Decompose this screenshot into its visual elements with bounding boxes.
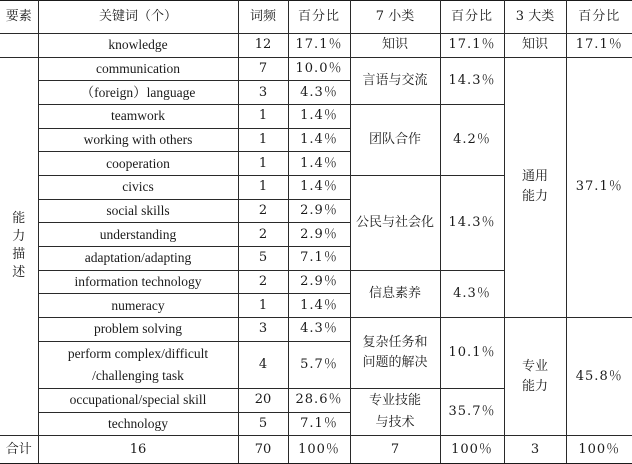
frequency-cell: 20 bbox=[238, 388, 288, 412]
big-category-cell bbox=[504, 317, 566, 435]
small-category-cell: 知识 bbox=[350, 34, 440, 58]
percent-cell: 7.1％ bbox=[288, 246, 350, 270]
header-percent-3: 百分比 bbox=[566, 1, 632, 34]
small-category-cell: 信息素养 bbox=[350, 270, 440, 317]
frequency-cell: 5 bbox=[238, 246, 288, 270]
element-label-char: 述 bbox=[12, 265, 26, 281]
total-percent-2: 100％ bbox=[440, 436, 504, 464]
keyword-cell: working with others bbox=[38, 128, 238, 152]
small-category-cell: 公民与社会化 bbox=[350, 175, 440, 270]
percent-cell: 10.0％ bbox=[288, 57, 350, 81]
header-big-category: 3 大类 bbox=[504, 1, 566, 34]
keyword-label: perform complex/difficult /challenging task bbox=[67, 345, 209, 383]
percent-cell: 4.3％ bbox=[288, 81, 350, 105]
keyword-cell: numeracy bbox=[38, 294, 238, 318]
frequency-cell: 1 bbox=[238, 128, 288, 152]
small-category-percent-cell: 35.7％ bbox=[440, 388, 504, 435]
percent-cell: 1.4％ bbox=[288, 294, 350, 318]
element-label-cell bbox=[0, 34, 38, 58]
frequency-cell: 3 bbox=[238, 81, 288, 105]
header-element: 要素 bbox=[0, 1, 38, 34]
percent-cell: 2.9％ bbox=[288, 270, 350, 294]
header-small-category: 7 小类 bbox=[350, 1, 440, 34]
small-category-label: 复杂任务和问题的解决 bbox=[362, 334, 428, 370]
total-frequency: 70 bbox=[238, 436, 288, 464]
element-label-char: 力 bbox=[12, 229, 26, 245]
small-category-cell bbox=[350, 388, 440, 435]
big-category-percent-cell: 17.1％ bbox=[566, 34, 632, 58]
keyword-cell: knowledge bbox=[38, 34, 238, 58]
percent-cell: 7.1％ bbox=[288, 412, 350, 436]
small-category-percent-cell: 4.3％ bbox=[440, 270, 504, 317]
percent-cell: 17.1％ bbox=[288, 34, 350, 58]
percent-cell: 1.4％ bbox=[288, 152, 350, 176]
percent-cell: 4.3％ bbox=[288, 317, 350, 341]
total-small-categories: 7 bbox=[350, 436, 440, 464]
keyword-cell bbox=[38, 341, 238, 388]
keyword-cell: occupational/special skill bbox=[38, 388, 238, 412]
total-percent-1: 100％ bbox=[288, 436, 350, 464]
keyword-cell: technology bbox=[38, 412, 238, 436]
total-big-categories: 3 bbox=[504, 436, 566, 464]
percent-cell: 2.9％ bbox=[288, 223, 350, 247]
keyword-cell: cooperation bbox=[38, 152, 238, 176]
element-label-char: 描 bbox=[12, 247, 26, 263]
header-row bbox=[0, 1, 632, 34]
header-keyword: 关键词（个） bbox=[38, 1, 238, 34]
total-row bbox=[0, 436, 632, 464]
frequency-cell: 5 bbox=[238, 412, 288, 436]
keyword-cell: problem solving bbox=[38, 317, 238, 341]
total-label: 合计 bbox=[0, 436, 38, 464]
frequency-cell: 3 bbox=[238, 317, 288, 341]
frequency-cell: 1 bbox=[238, 175, 288, 199]
small-category-percent-cell: 4.2％ bbox=[440, 104, 504, 175]
frequency-cell: 1 bbox=[238, 152, 288, 176]
percent-cell: 28.6％ bbox=[288, 388, 350, 412]
total-keywords: 16 bbox=[38, 436, 238, 464]
percent-cell: 5.7％ bbox=[288, 341, 350, 388]
small-category-percent-cell: 10.1％ bbox=[440, 317, 504, 388]
frequency-cell: 2 bbox=[238, 270, 288, 294]
frequency-cell: 1 bbox=[238, 294, 288, 318]
keyword-cell: understanding bbox=[38, 223, 238, 247]
big-category-percent-cell: 45.8％ bbox=[566, 317, 632, 435]
big-category-cell bbox=[504, 57, 566, 317]
big-category-label: 通用能力 bbox=[521, 169, 548, 205]
frequency-cell: 12 bbox=[238, 34, 288, 58]
frequency-cell: 4 bbox=[238, 341, 288, 388]
total-percent-3: 100％ bbox=[566, 436, 632, 464]
small-category-percent-cell: 17.1％ bbox=[440, 34, 504, 58]
big-category-cell: 知识 bbox=[504, 34, 566, 58]
percent-cell: 1.4％ bbox=[288, 175, 350, 199]
small-category-cell: 团队合作 bbox=[350, 104, 440, 175]
keyword-cell: social skills bbox=[38, 199, 238, 223]
small-category-percent-cell: 14.3％ bbox=[440, 175, 504, 270]
keyword-cell: information technology bbox=[38, 270, 238, 294]
table-row bbox=[0, 57, 632, 81]
header-percent-1: 百分比 bbox=[288, 1, 350, 34]
percent-cell: 2.9％ bbox=[288, 199, 350, 223]
big-category-percent-cell: 37.1％ bbox=[566, 57, 632, 317]
element-label-char: 能 bbox=[12, 211, 26, 227]
element-label-cell bbox=[0, 57, 38, 436]
keyword-cell: adaptation/adapting bbox=[38, 246, 238, 270]
table-row bbox=[0, 317, 632, 341]
frequency-cell: 2 bbox=[238, 223, 288, 247]
frequency-cell: 7 bbox=[238, 57, 288, 81]
table-row bbox=[0, 34, 632, 58]
frequency-cell: 1 bbox=[238, 104, 288, 128]
small-category-label: 专业技能与技术 bbox=[368, 393, 421, 430]
header-percent-2: 百分比 bbox=[440, 1, 504, 34]
header-frequency: 词频 bbox=[238, 1, 288, 34]
percent-cell: 1.4％ bbox=[288, 128, 350, 152]
frequency-cell: 2 bbox=[238, 199, 288, 223]
keyword-cell: civics bbox=[38, 175, 238, 199]
small-category-percent-cell: 14.3％ bbox=[440, 57, 504, 104]
small-category-cell bbox=[350, 317, 440, 388]
keyword-cell: communication bbox=[38, 57, 238, 81]
small-category-cell: 言语与交流 bbox=[350, 57, 440, 104]
keyword-cell: teamwork bbox=[38, 104, 238, 128]
percent-cell: 1.4％ bbox=[288, 104, 350, 128]
big-category-label: 专业能力 bbox=[521, 358, 548, 394]
keyword-cell: （foreign）language bbox=[38, 81, 238, 105]
